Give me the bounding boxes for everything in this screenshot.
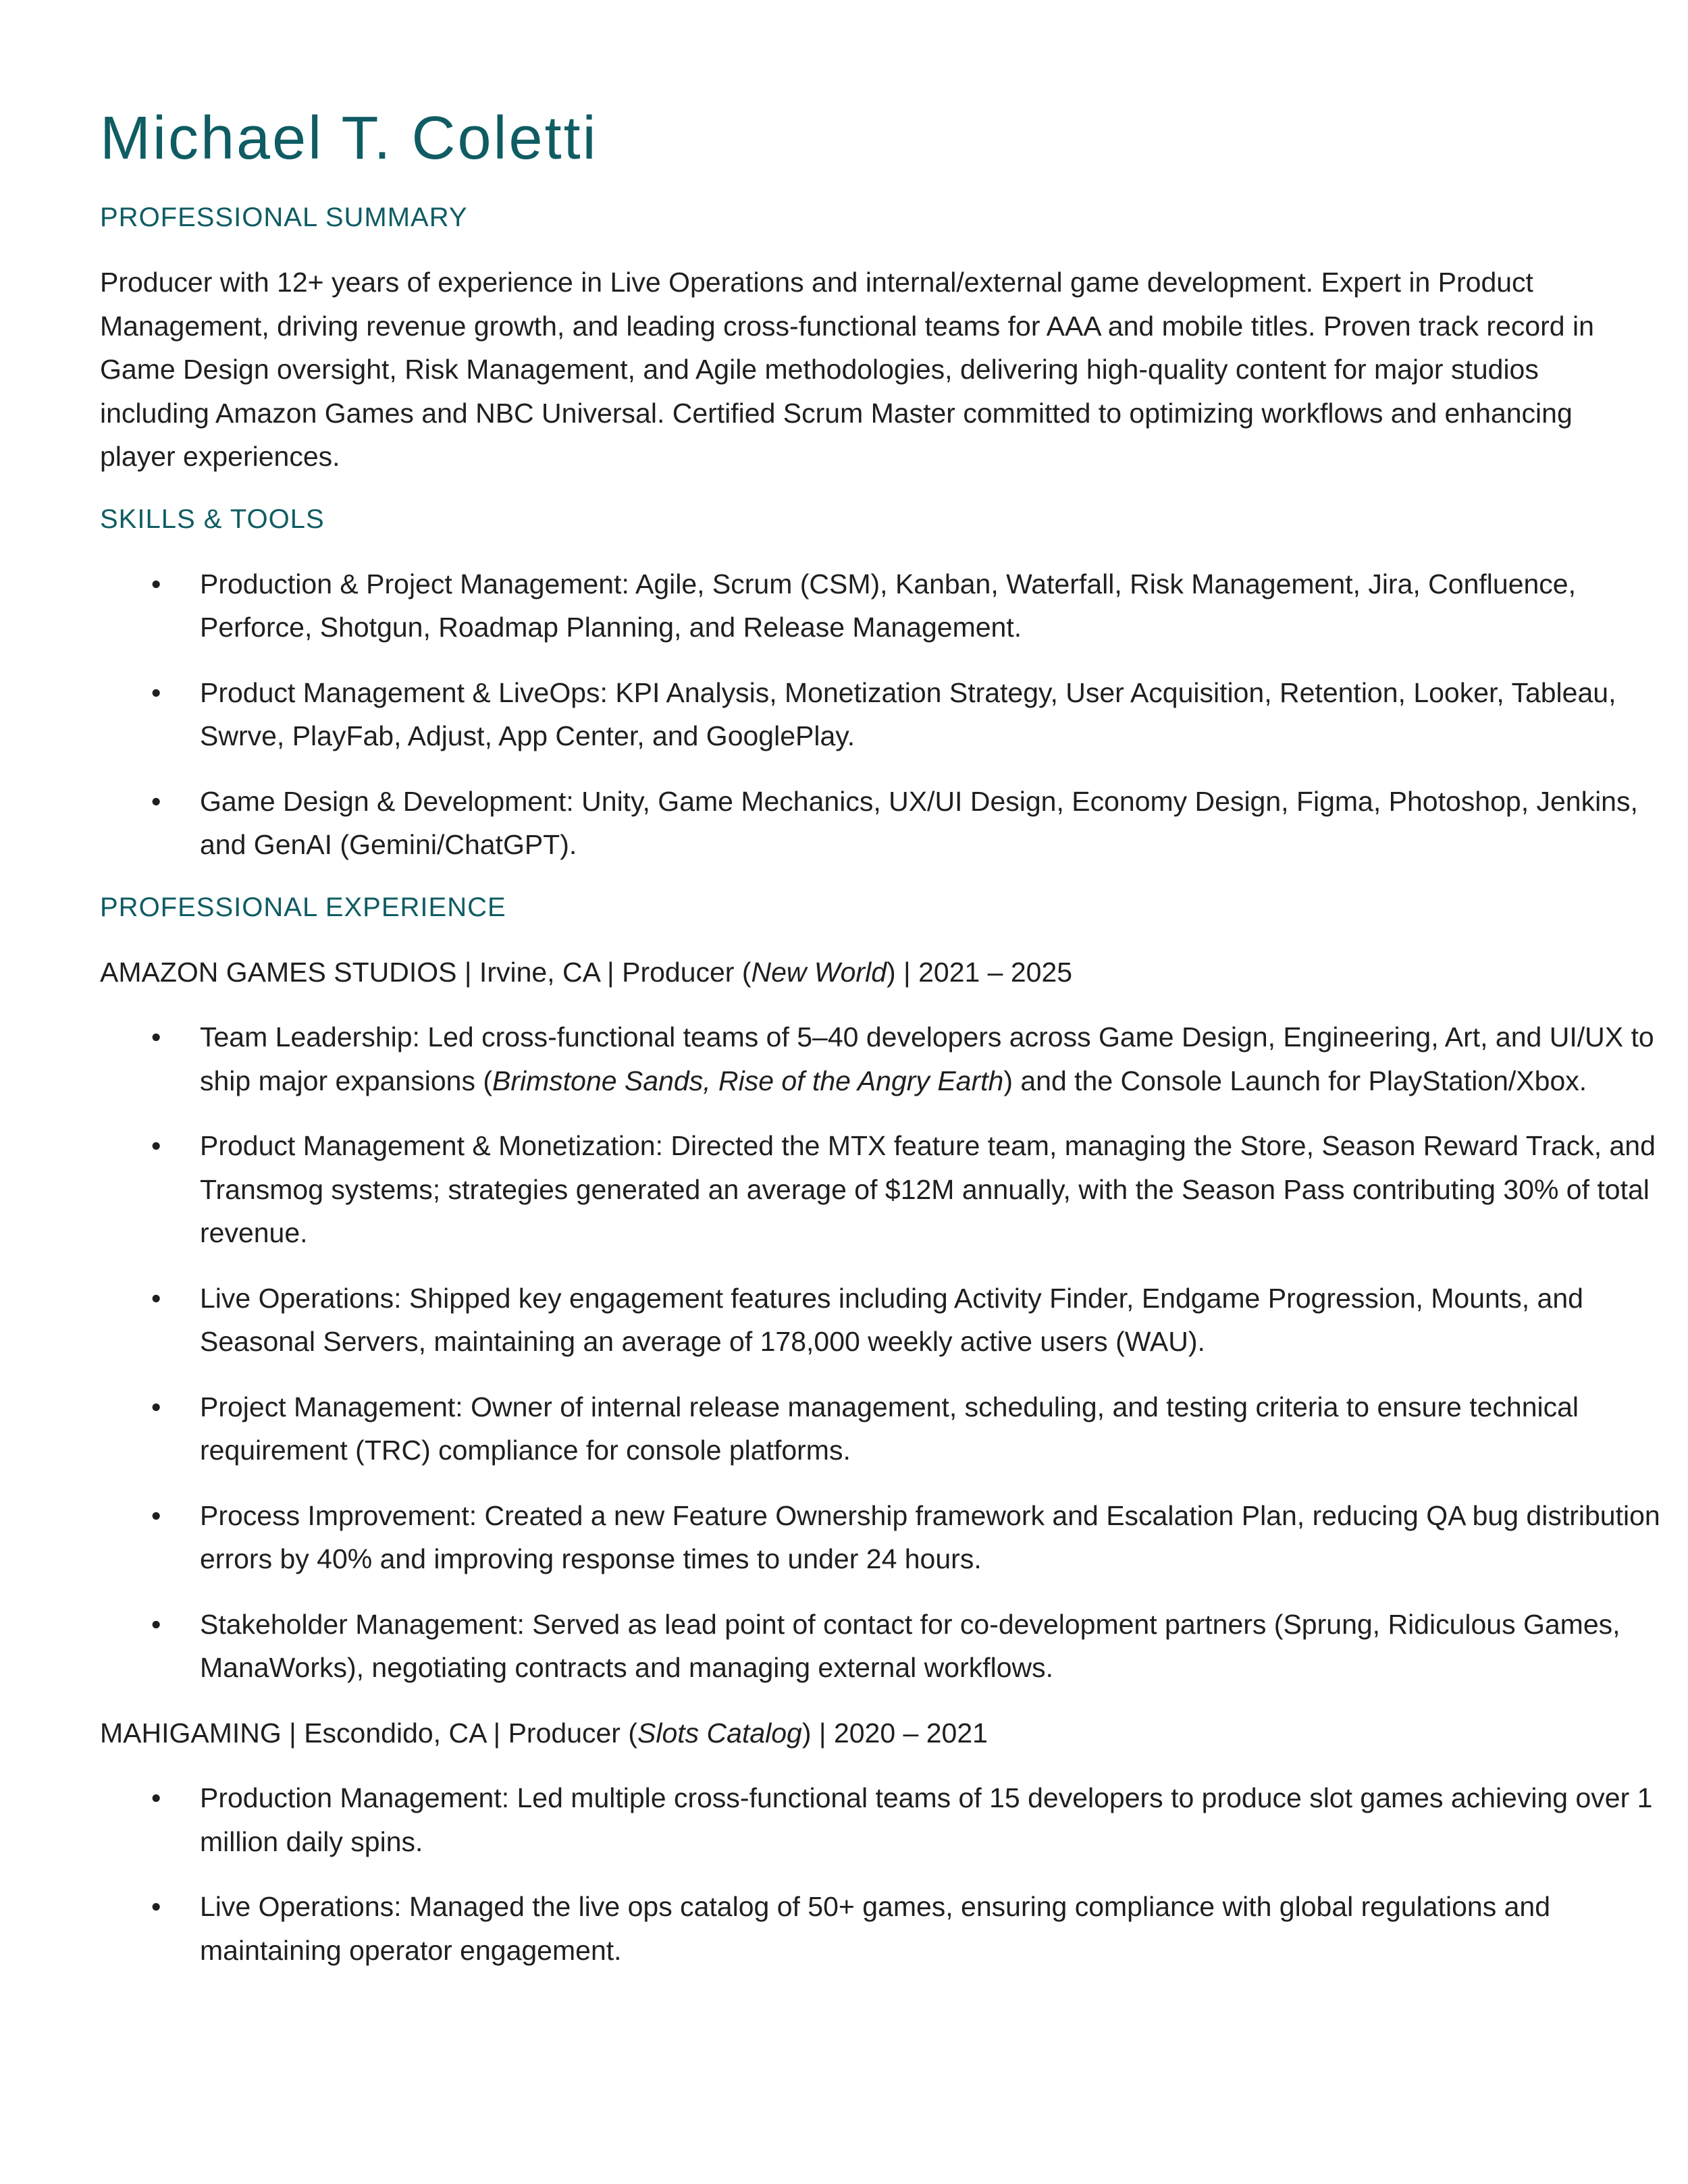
- job-header-dates: ) | 2021 – 2025: [887, 956, 1073, 988]
- job-bullet: Stakeholder Management: Served as lead point of contact for co-development partners (Sprung, Ridiculous Games, ManaWorks), negotiating contracts and managing external workflows.: [200, 1608, 1620, 1683]
- job-project-title: Slots Catalog: [637, 1717, 802, 1749]
- bullet-icon: •: [151, 1499, 161, 1531]
- experience-heading: PROFESSIONAL EXPERIENCE: [100, 892, 506, 922]
- job-bullet: Production Management: Led multiple cross-functional teams of 15 developers to produce slot games achieving over 1 million daily spins.: [200, 1782, 1653, 1857]
- bullet-icon: •: [151, 676, 161, 708]
- skills-heading: SKILLS & TOOLS: [100, 504, 325, 534]
- job-header-dates: ) | 2020 – 2021: [801, 1717, 988, 1749]
- job-header-text: AMAZON GAMES STUDIOS | Irvine, CA | Producer (: [100, 956, 751, 988]
- bullet-icon: •: [151, 1608, 161, 1640]
- job-bullets-mahigaming: [100, 1776, 1688, 1972]
- bullet-icon: •: [151, 1391, 161, 1422]
- job-bullets-amazon: [100, 1015, 1688, 1690]
- list-item: [100, 1385, 1685, 1472]
- list-item: [100, 780, 1685, 867]
- job-bullet: Live Operations: Managed the live ops catalog of 50+ games, ensuring compliance with global regulations and maintaining operator engagement.: [200, 1891, 1550, 1966]
- list-item: [100, 671, 1685, 758]
- list-item: [100, 1603, 1685, 1690]
- skill-item: Game Design & Development: Unity, Game Mechanics, UX/UI Design, Economy Design, Figma, Photoshop, Jenkins, and GenAI (Gemini/ChatGPT).: [200, 785, 1638, 860]
- bullet-icon: •: [151, 1282, 161, 1314]
- job-project-title: New World: [751, 956, 887, 988]
- bullet-icon: •: [151, 1021, 161, 1053]
- bullet-icon: •: [151, 1130, 161, 1161]
- job-bullet: Product Management & Monetization: Directed the MTX feature team, managing the Store, Season Reward Track, and Transmog systems; strategies generated an average of $12M annually, with the Season Pass contributing 30% of total revenue.: [200, 1130, 1656, 1248]
- bullet-icon: •: [151, 1782, 161, 1813]
- job-bullet: Live Operations: Shipped key engagement features including Activity Finder, Endgame Progression, Mounts, and Seasonal Servers, maintaining an average of 178,000 weekly active users (WAU).: [200, 1282, 1583, 1357]
- skill-item: Production & Project Management: Agile, Scrum (CSM), Kanban, Waterfall, Risk Management, Jira, Confluence, Perforce, Shotgun, Roadmap Planning, and Release Management.: [200, 568, 1576, 643]
- job-header-mahigaming: [100, 1711, 1688, 1755]
- job-bullet: Process Improvement: Created a new Feature Ownership framework and Escalation Plan, reducing QA bug distribution errors by 40% and improving response times to under 24 hours.: [200, 1499, 1660, 1574]
- list-item: [100, 1776, 1685, 1863]
- list-item: [100, 1124, 1685, 1255]
- list-item: [100, 562, 1685, 649]
- bullet-icon: •: [151, 785, 161, 817]
- job-bullet: Project Management: Owner of internal release management, scheduling, and testing criteria to ensure technical requirement (TRC) compliance for console platforms.: [200, 1391, 1579, 1466]
- summary-heading: PROFESSIONAL SUMMARY: [100, 203, 468, 232]
- job-header-amazon: [100, 951, 1688, 994]
- bullet-icon: •: [151, 568, 161, 600]
- job-bullet: [200, 1015, 1685, 1102]
- skill-item: Product Management & LiveOps: KPI Analysis, Monetization Strategy, User Acquisition, Retention, Looker, Tableau, Swrve, PlayFab, Adjust, App Center, and GooglePlay.: [200, 676, 1616, 751]
- job-bullet-text: Team Leadership: Led cross-functional teams of 5–40 developers across Game Design, Engineering, Art, and UI/UX to ship major expansions (: [200, 1021, 1654, 1096]
- job-bullet-text: ) and the Console Launch for PlayStation/Xbox.: [1003, 1065, 1587, 1096]
- summary-text: Producer with 12+ years of experience in Live Operations and internal/external game development. Expert in Product Management, driving revenue growth, and leading cross-functional teams for AAA and mobile titles. Proven track record in Game Design oversight, Risk Management, and Agile methodologies, delivering high-quality content for major studios including Amazon Games and NBC Universal. Certified Scrum Master committed to optimizing workflows and enhancing player experiences.: [100, 267, 1594, 472]
- list-item: [100, 1494, 1685, 1581]
- list-item: [100, 1885, 1685, 1972]
- skills-list: [100, 562, 1688, 867]
- candidate-name: Michael T. Coletti: [100, 105, 598, 172]
- bullet-icon: •: [151, 1891, 161, 1922]
- list-item: [100, 1277, 1685, 1364]
- expansion-titles: Brimstone Sands, Rise of the Angry Earth: [492, 1065, 1004, 1096]
- job-header-text: MAHIGAMING | Escondido, CA | Producer (: [100, 1717, 637, 1749]
- list-item: [100, 1015, 1685, 1102]
